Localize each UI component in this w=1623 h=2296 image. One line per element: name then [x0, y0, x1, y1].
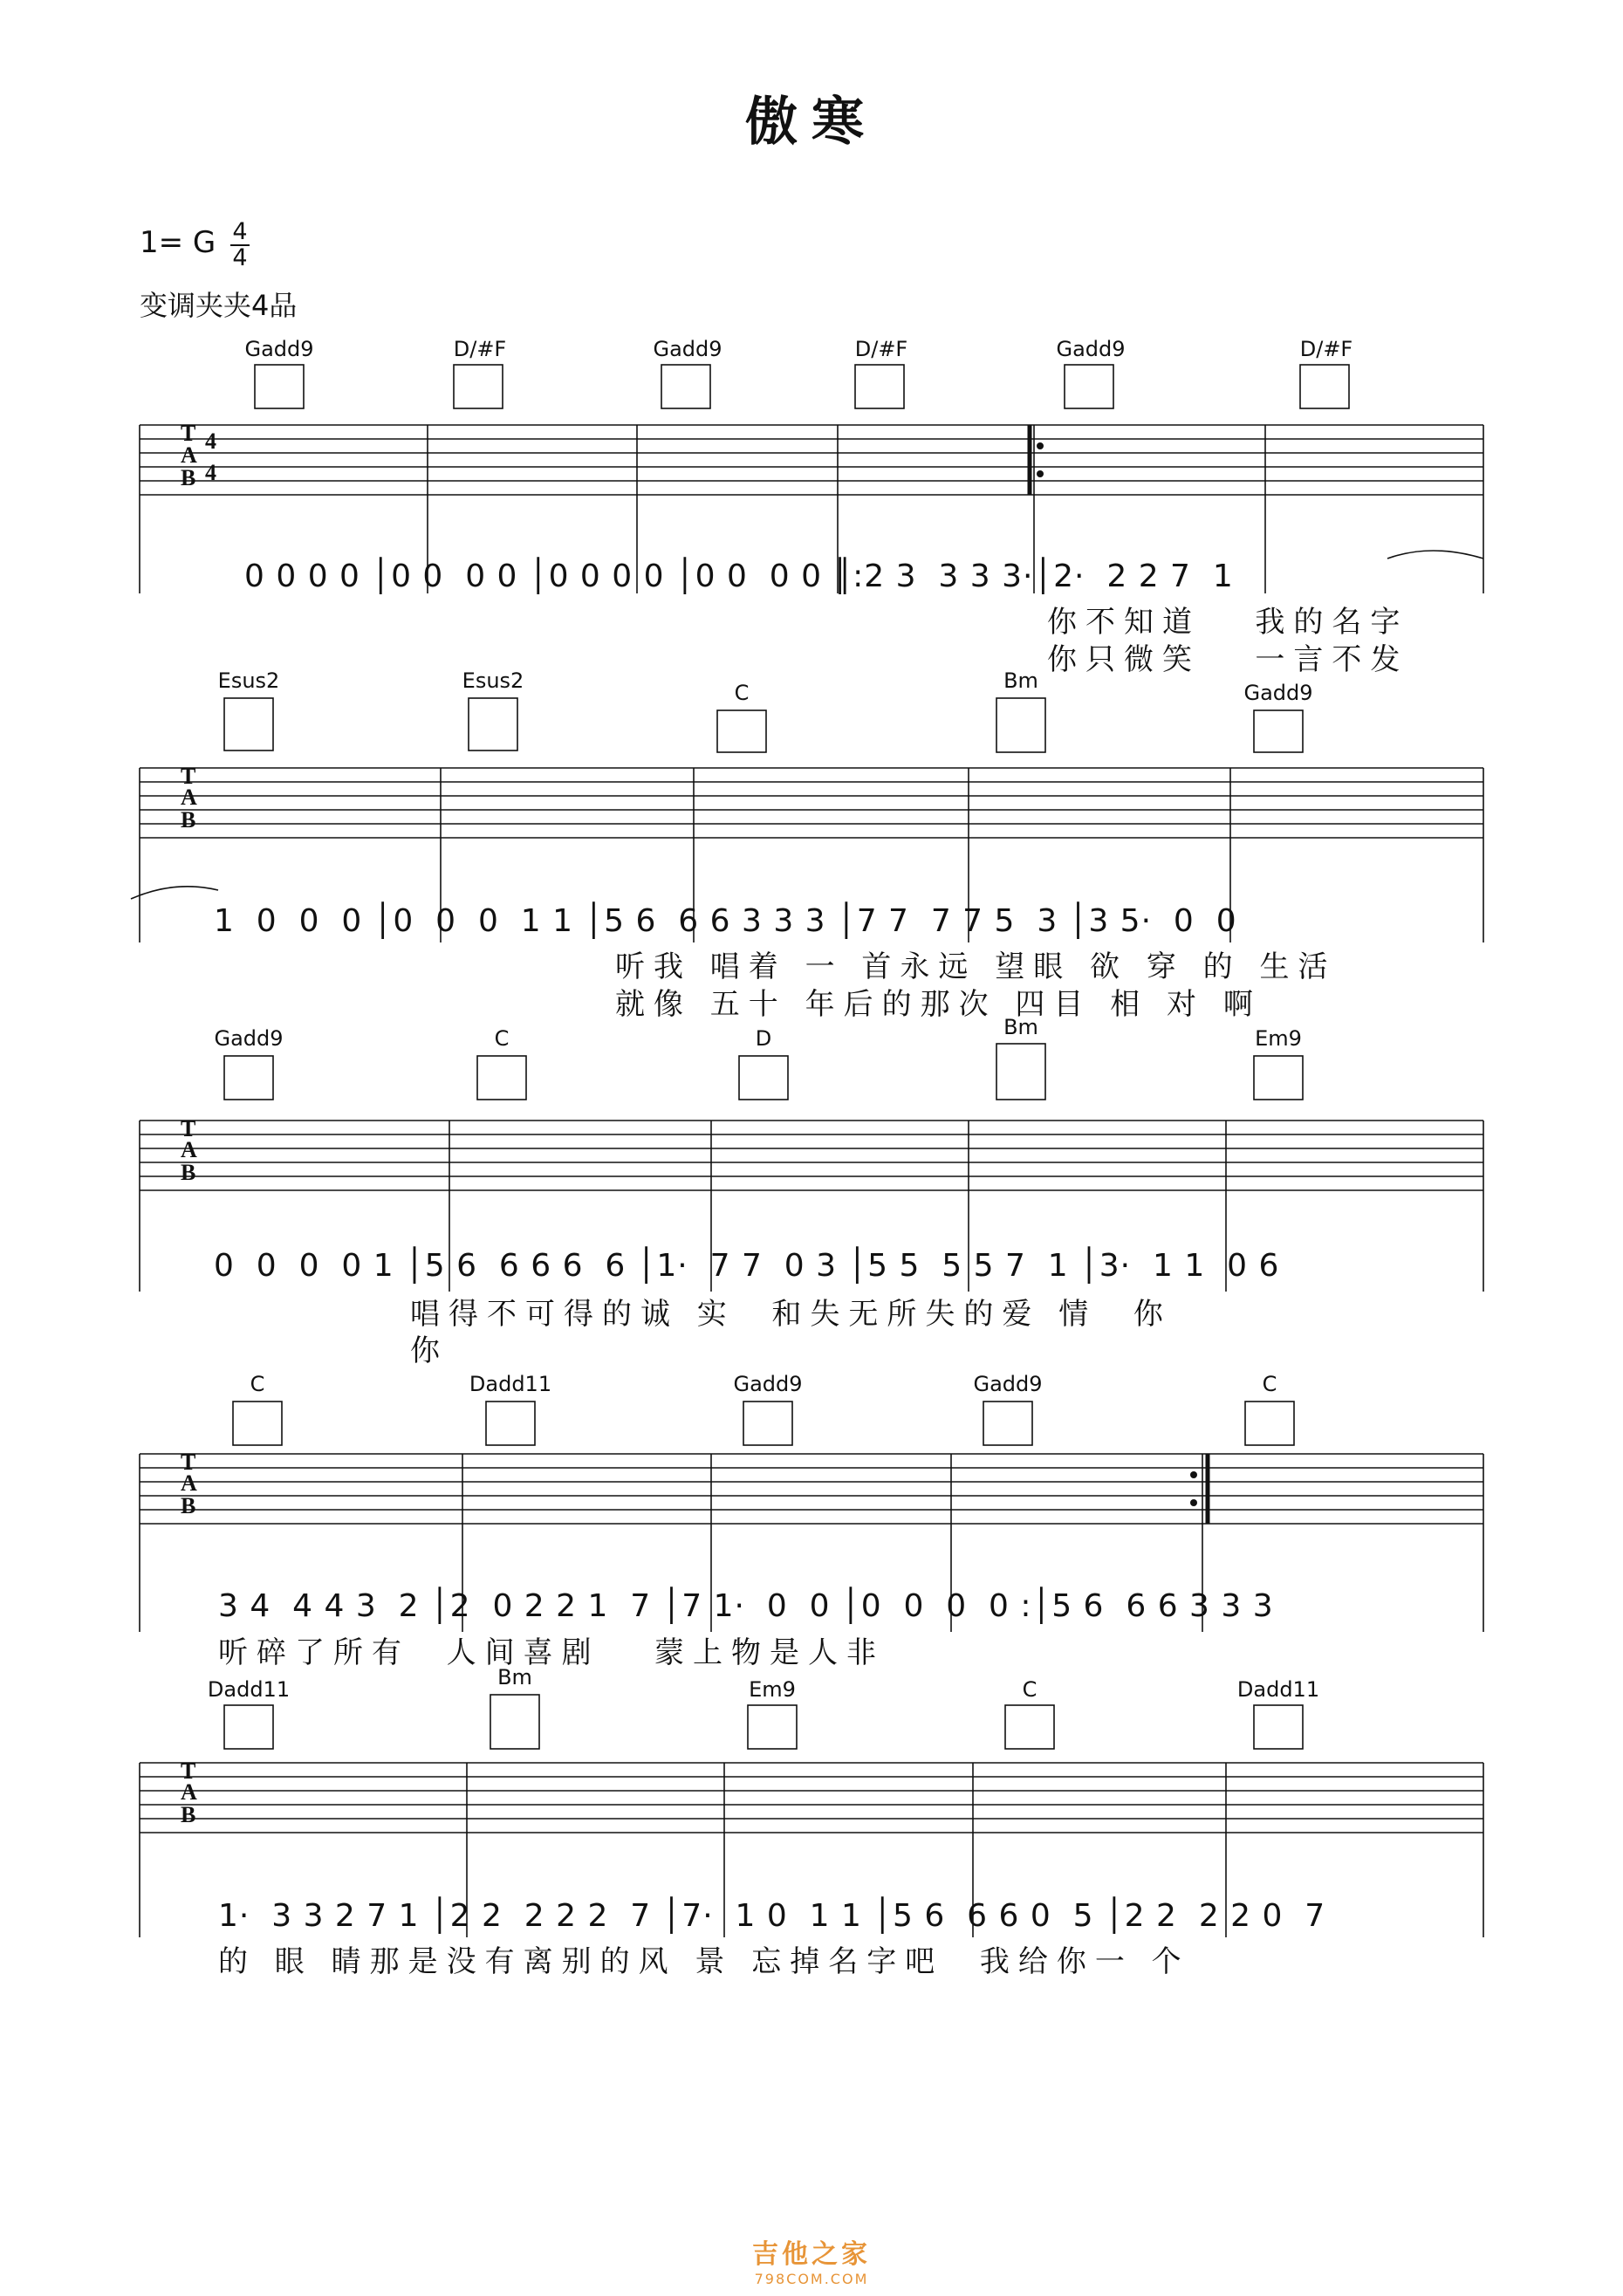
- chord-name: D: [755, 1026, 772, 1051]
- time-sig-denominator: 4: [232, 244, 248, 271]
- time-sig-numerator: 4: [232, 218, 248, 245]
- numbered-notation: 0 0 0 0 1 │5 6 6 6 6 6 │1· 7 7 0 3 │5 5 5 5 7 1 │3· 1 1 0 6: [214, 1248, 1280, 1284]
- svg-text:A: A: [181, 1470, 197, 1496]
- chord-name: Gadd9: [244, 337, 314, 361]
- chord-name: Gadd9: [1243, 681, 1313, 705]
- chord-name: Esus2: [217, 668, 280, 693]
- numbered-notation: 0 0 0 0 │0 0 0 0 │0 0 0 0 │0 0 0 0 ║:2 3 3 3 3·│2· 2 2 7 1: [244, 559, 1234, 594]
- svg-text:4: 4: [205, 460, 216, 485]
- svg-text:B: B: [181, 807, 196, 833]
- svg-text:T: T: [181, 764, 196, 789]
- svg-text:T: T: [181, 1116, 196, 1141]
- lyrics-verse-2: 你只微笑 一言不发: [1047, 642, 1409, 677]
- svg-text:T: T: [181, 1450, 196, 1475]
- chord-name: Bm: [1003, 668, 1038, 693]
- svg-text:A: A: [181, 442, 197, 468]
- svg-text:T: T: [181, 421, 196, 446]
- chord-name: C: [494, 1026, 510, 1051]
- site-logo[interactable]: [0, 2232, 1623, 2287]
- chord-name: C: [1262, 1372, 1277, 1396]
- lyrics-verse-1: 你不知道 我的名字: [1047, 605, 1409, 640]
- chord-name: Gadd9: [973, 1372, 1043, 1396]
- chord-name: D/#F: [854, 337, 908, 361]
- numbered-notation: 1 0 0 0 │0 0 0 1 1 │5 6 6 6 3 3 3 │7 7 7 7 5 3 │3 5· 0 0: [214, 903, 1237, 939]
- chord-name: Dadd11: [1236, 1677, 1320, 1702]
- chord-name: C: [250, 1372, 265, 1396]
- svg-text:B: B: [181, 1493, 196, 1518]
- lyrics-verse-1: 听碎了所有 人间喜剧 蒙上物是人非: [218, 1635, 886, 1670]
- lyrics-verse-1: 的 眼 睛那是没有离别的风 景 忘掉名字吧 我给你一 个: [218, 1944, 1190, 1979]
- chord-name: Bm: [497, 1665, 532, 1689]
- chord-name: Em9: [1255, 1026, 1302, 1051]
- chord-name: Bm: [1003, 1015, 1038, 1039]
- capo-note: 变调夹夹4品: [140, 289, 298, 322]
- chord-name: Gadd9: [1056, 337, 1126, 361]
- chord-name: Dadd11: [207, 1677, 291, 1702]
- chord-name: C: [734, 681, 750, 705]
- svg-text:A: A: [181, 785, 197, 810]
- chord-name: Dadd11: [469, 1372, 552, 1396]
- chord-name: Esus2: [462, 668, 524, 693]
- chord-name: Gadd9: [214, 1026, 284, 1051]
- lyrics-verse-2: 就像 五十 年后的那次 四目 相 对 啊: [615, 987, 1262, 1022]
- logo-text: 吉他之家: [752, 2239, 871, 2270]
- svg-text:T: T: [181, 1758, 196, 1784]
- lyrics-verse-1: 唱得不可得的诚 实 和失无所失的爱 情 你: [410, 1297, 1172, 1332]
- key-signature: 1= G: [140, 225, 216, 260]
- numbered-notation: 3 4 4 4 3 2 │2 0 2 2 1 7 │7 1· 0 0 │0 0 0 0 :│5 6 6 6 3 3 3: [218, 1588, 1274, 1624]
- chord-name: Em9: [749, 1677, 796, 1702]
- svg-text:A: A: [181, 1137, 197, 1162]
- svg-text:B: B: [181, 1802, 196, 1827]
- svg-text:B: B: [181, 465, 196, 490]
- chord-name: D/#F: [1299, 337, 1353, 361]
- lyrics-verse-1: 听我 唱着 一 首永远 望眼 欲 穿 的 生活: [615, 949, 1337, 984]
- chord-name: Gadd9: [733, 1372, 803, 1396]
- chord-name: D/#F: [453, 337, 507, 361]
- song-title: 傲寒: [745, 92, 878, 153]
- svg-text:A: A: [181, 1779, 197, 1805]
- svg-text:B: B: [181, 1160, 196, 1185]
- svg-text:4: 4: [205, 428, 216, 454]
- chord-name: C: [1022, 1677, 1037, 1702]
- numbered-notation: 1· 3 3 2 7 1 │2 2 2 2 2 7 │7· 1 0 1 1 │5 6 6 6 0 5 │2 2 2 2 0 7: [218, 1898, 1326, 1934]
- logo-url: 798COM.COM: [754, 2271, 869, 2287]
- chord-name: Gadd9: [653, 337, 722, 361]
- lyrics-verse-2: 你: [410, 1333, 449, 1368]
